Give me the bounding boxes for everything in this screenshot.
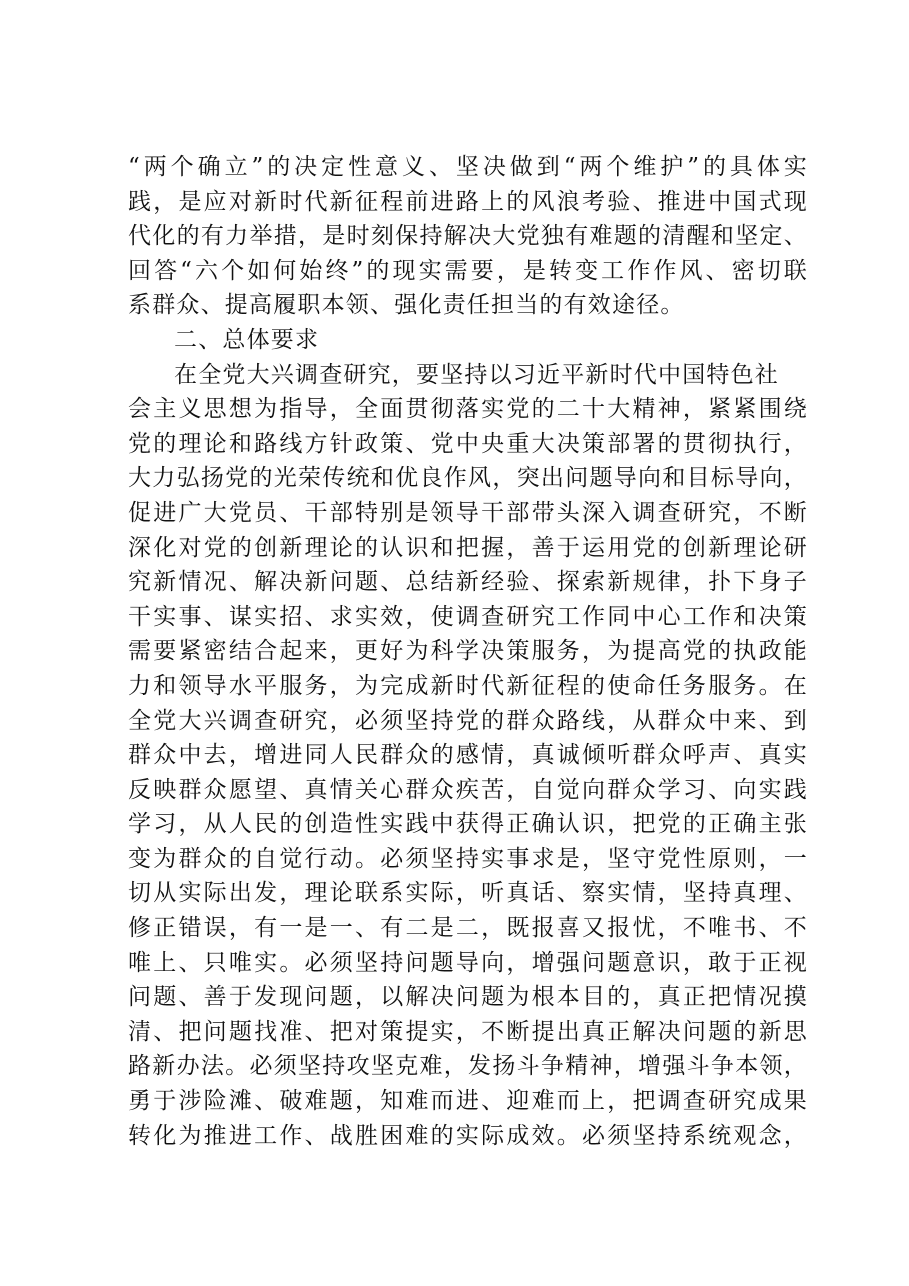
paragraph-line: 干实事、谋实招、求实效，使调查研究工作同中心工作和决策 bbox=[128, 603, 808, 630]
paragraph-line: 问题、善于发现问题，以解决问题为根本目的，真正把情况摸 bbox=[128, 984, 808, 1011]
paragraph-line: 转化为推进工作、战胜困难的实际成效。必须坚持系统观念， bbox=[128, 1122, 808, 1149]
paragraph-line: 唯上、只唯实。必须坚持问题导向，增强问题意识，敢于正视 bbox=[128, 949, 808, 976]
paragraph-line: “两个确立”的决定性意义、坚决做到“两个维护”的具体实 bbox=[128, 154, 808, 180]
paragraph-line: 清、把问题找准、把对策提实，不断提出真正解决问题的新思 bbox=[128, 1018, 808, 1045]
paragraph-line: 变为群众的自觉行动。必须坚持实事求是，坚守党性原则，一 bbox=[128, 845, 808, 872]
paragraph-line: 力和领导水平服务，为完成新时代新征程的使命任务服务。在 bbox=[128, 672, 808, 699]
paragraph-line: 究新情况、解决新问题、总结新经验、探索新规律，扑下身子 bbox=[128, 569, 808, 596]
paragraph-line: 群众中去，增进同人民群众的感情，真诚倾听群众呼声、真实 bbox=[128, 742, 808, 769]
paragraph-line: 反映群众愿望、真情关心群众疾苦，自觉向群众学习、向实践 bbox=[128, 776, 808, 803]
paragraph-line: 学习，从人民的创造性实践中获得正确认识，把党的正确主张 bbox=[128, 811, 808, 838]
paragraph-line: 系群众、提高履职本领、强化责任担当的有效途径。 bbox=[128, 292, 685, 319]
paragraph-line: 修正错误，有一是一、有二是二，既报喜又报忧，不唯书、不 bbox=[128, 915, 808, 942]
document-body bbox=[128, 150, 808, 1153]
paragraph-line: 大力弘扬党的光荣传统和优良作风，突出问题导向和目标导向， bbox=[128, 465, 808, 492]
paragraph-line: 勇于涉险滩、破难题，知难而进、迎难而上，把调查研究成果 bbox=[128, 1088, 808, 1115]
paragraph-line: 深化对党的创新理论的认识和把握，善于运用党的创新理论研 bbox=[128, 534, 808, 561]
paragraph-line: 切从实际出发，理论联系实际，听真话、察实情，坚持真理、 bbox=[128, 880, 808, 907]
paragraph-line: 践，是应对新时代新征程前进路上的风浪考验、推进中国式现 bbox=[128, 188, 808, 215]
paragraph-line: 促进广大党员、干部特别是领导干部带头深入调查研究，不断 bbox=[128, 499, 808, 526]
paragraph-line: 全党大兴调查研究，必须坚持党的群众路线，从群众中来、到 bbox=[128, 707, 808, 734]
paragraph-line: 党的理论和路线方针政策、党中央重大决策部署的贯彻执行， bbox=[128, 430, 808, 457]
paragraph-line: 路新办法。必须坚持攻坚克难，发扬斗争精神，增强斗争本领， bbox=[128, 1053, 808, 1080]
paragraph-line: 回答“六个如何始终”的现实需要，是转变工作作风、密切联 bbox=[128, 257, 808, 284]
paragraph-line: 在全党大兴调查研究，要坚持以习近平新时代中国特色社 bbox=[174, 361, 779, 388]
paragraph-line: 需要紧密结合起来，更好为科学决策服务，为提高党的执政能 bbox=[128, 638, 808, 665]
paragraph-line: 代化的有力举措，是时刻保持解决大党独有难题的清醒和坚定、 bbox=[128, 223, 808, 250]
section-heading: 二、总体要求 bbox=[174, 326, 320, 353]
paragraph-line: 会主义思想为指导，全面贯彻落实党的二十大精神，紧紧围绕 bbox=[128, 396, 808, 423]
